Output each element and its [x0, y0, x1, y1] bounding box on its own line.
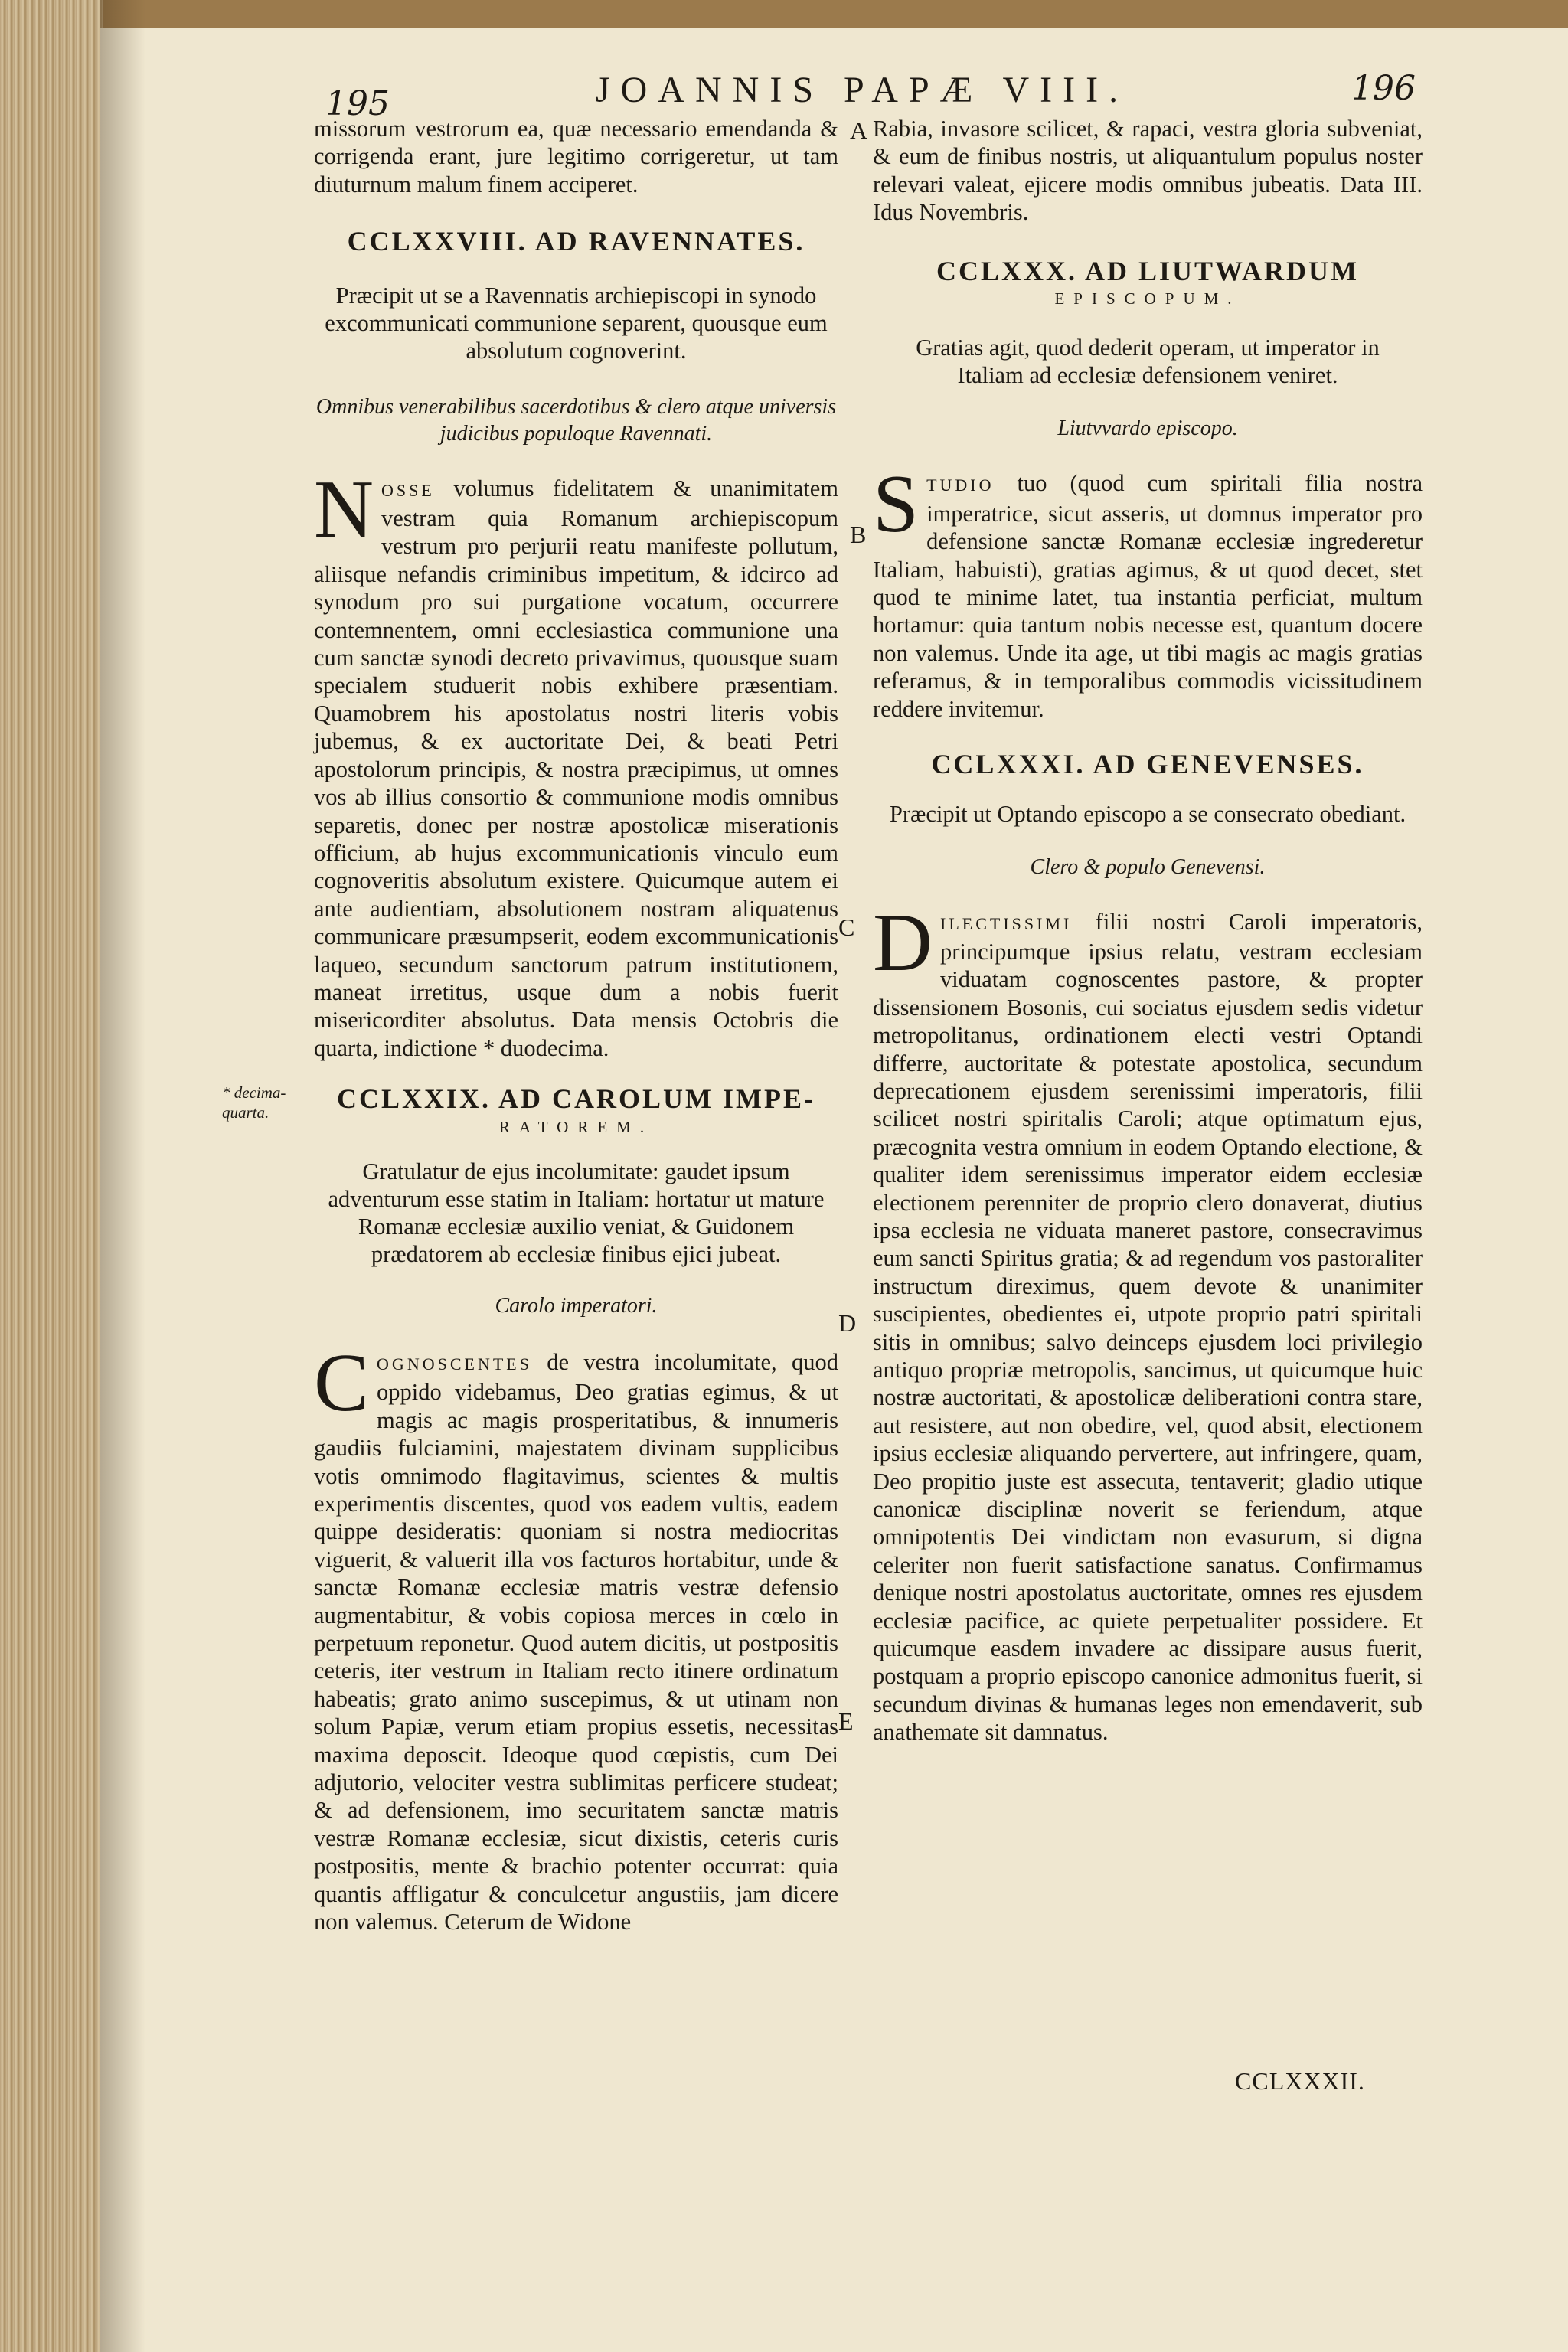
page-number-left: 195 [325, 84, 390, 123]
page-edges [0, 0, 103, 2352]
continuation-text: Rabia, invasore scilicet, & rapaci, vestra gloria subveniat, & eum de finibus nostris, ut aliquantulum populus noster relevari valeat, ejicere modis omnibus jubeatis. Data III. Idus Novembris. [873, 116, 1423, 226]
letter-279-address: Carolo imperatori. [495, 1293, 658, 1318]
letter-281-address: Clero & populo Genevensi. [1030, 854, 1266, 879]
running-title: JOANNIS PAPÆ VIII. [596, 70, 1129, 110]
margin-note-line: quarta. [222, 1103, 270, 1122]
catchword: CCLXXXII. [1235, 2067, 1365, 2095]
letter-281-text: filii nostri Caroli imperatoris, principumque ipsius relatu, vestram ecclesiam viduatam cognoscentes pastore, & propter dissensionem Bosonis, cui sociatus ejusdem sedis videtur metropolitanus, ordinationem electi vestri Optandi differre, auctoritate & potestate apostolica, secundum deprecationem ejusdem serenissimi imperatoris, filii scilicet nostri spiritalis Caroli; atque optimatum ejus, præcognita vestra omnium in eodem Optando electione, & qualiter idem serenissimus imperator eidem ecclesiæ electionem perenniter de proprio clero donaverat, diutius ipsa ecclesia ne viduata maneret pastore, consecravimus eum sancti Spiritus gratia; & ad regendum vos pastoraliter instructum direximus, quem devote & unanimiter suscipientes, obedientes ei, utpote proprio patri spiritali sitis in omnibus; salvo deinceps ejusdem loci privilegio antiquo propriæ metropolis, sancimus, ut quicumque huic nostræ auctoritati, & apostolicæ deliberationi contra stare, aut resistere, aut non obedire, vel, quod absit, electionem ipsius ecclesiæ aliquando pervertere, aut infringere, quam, Deo propitio juste est assecuta, tentaverit; gladio utique canonicæ disciplinæ noverit se feriendum, atque omnipotentis Dei vindictam non evasurum, si digna celeriter non fuerit satisfactione sanatus. Confirmamus denique nostri apostolatus auctoritate, omnes res ejusdem ecclesiæ pacifice, ac quiete perpetualiter possidere. Et quicumque easdem invadere ac dissipare ausus fuerit, postquam a proprio episcopo canonice admonitus fuerit, si secundum divinas & humanas leges non emendaverit, sub anathemate sit damnatus. [873, 908, 1423, 1746]
letter-281-summary: Præcipit ut Optando episcopo a se consecrato obediant. [889, 800, 1406, 827]
first-word: OGNOSCENTES [377, 1354, 532, 1374]
drop-cap: C [314, 1337, 370, 1429]
margin-letter-d: D [838, 1309, 857, 1337]
margin-letter-c: C [838, 913, 855, 941]
letter-279-summary: Gratulatur de ejus incolumitate: gaudet ipsum adventurum esse statim in Italiam: hortatur ut mature Romanæ ecclesiæ auxilio veniat, & Guidonem prædatorem ab ecclesiæ finibus ejici jubeat. [328, 1158, 825, 1267]
letter-281-heading: CCLXXXI. AD GENEVENSES. [931, 749, 1364, 780]
margin-note [222, 1083, 286, 1122]
letter-279-text: de vestra incolumitate, quod oppido videbamus, Deo gratias egimus, & ut magis ac magis prosperitatibus, & innumeris gaudiis fulciamini, majestatem divinam supplicibus votis omnimodo flagitavimus, scientes & multis experimentis discentes, quod vos eadem vultis, eadem quippe desideratis: quoniam si nostra mediocritas viguerit, & valuerit illa vos facturos hortabitur, unde & sanctæ Romanæ ecclesiæ matris vestræ defensio augmentabitur, & vobis copiosa merces in cœlo in perpetuum reponetur. Quod autem dicitis, ut postpositis ceteris, iter vestrum in Italiam recto itinere ordinatum habeatis; grato animo suscepimus, & ut utinam non solum Papiæ, verum etiam propius essetis, necessitas maxima deposcit. Ideoque quod cœpistis, cum Dei adjutorio, velociter vestra sublimitas perficere studeat; & ad defensionem, imo securitatem sanctæ matris vestræ Romanæ ecclesiæ, sicut dixistis, ceteris curis postpositis, mente & brachio potenter occurrat: quia quantis affligatur & conculcetur angustiis, jam dicere non valemus. Ceterum de Widone [314, 1348, 838, 1936]
first-word: ILECTISSIMI [940, 913, 1073, 933]
letter-279-heading: CCLXXIX. AD CAROLUM IMPE- [337, 1083, 815, 1115]
margin-note-line: * decima- [222, 1083, 286, 1102]
letter-280-text: tuo (quod cum spiritali filia nostra imperatrice, sicut asseris, ut domnus imperator pro defensione sanctæ Romanæ ecclesiæ ingrederetur Italiam, habuisti), gratias agimus, & ut quod decet, stet quod te minime latet, tua instantia perficiat, multum hortamur: quia tantum nobis necesse est, quantum docere non valemus. Unde ita age, ut tibi magis ac magis gratias referamus, & in temporalibus commodis vicissitudinem reddere invitemur. [873, 470, 1423, 722]
letter-280-summary: Gratias agit, quod dederit operam, ut imperator in Italiam ad ecclesiæ defensionem veniret. [916, 335, 1380, 389]
drop-cap: S [873, 459, 920, 550]
page-number-right: 196 [1351, 69, 1416, 108]
letter-281-body [873, 897, 1423, 1746]
drop-cap: N [314, 463, 374, 555]
letter-280-body [873, 459, 1423, 723]
continuation-text: missorum vestrorum ea, quæ necessario emendanda & corrigenda erant, jure legitimo corrigeretur, ut tam diuturnum malum finem acciperet. [314, 116, 838, 198]
letter-278-body [314, 463, 839, 1063]
drop-cap: D [873, 897, 933, 988]
first-word: OSSE [381, 480, 435, 500]
letter-279-body [314, 1337, 838, 1936]
gutter-shadow [100, 0, 145, 2352]
first-word: TUDIO [926, 475, 995, 495]
letter-278-heading: CCLXXVIII. AD RAVENNATES. [347, 226, 805, 257]
letter-278-summary: Præcipit ut se a Ravennatis archiepiscopi in synodo excommunicati communione separent, quousque eum absolutum cognoverint. [325, 282, 828, 364]
letter-280-address: Liutvvardo episcopo. [1057, 416, 1238, 441]
margin-letter-a: A [850, 116, 868, 144]
letter-278-address: Omnibus venerabilibus sacerdotibus & clero atque universis judicibus populoque Ravennati. [315, 394, 837, 446]
margin-letter-b: B [850, 521, 867, 548]
letter-279-heading-sub: RATOREM. [498, 1117, 654, 1136]
margin-letter-e: E [838, 1707, 854, 1735]
right-column [873, 115, 1423, 1746]
letter-280-heading-sub: EPISCOPUM. [1054, 289, 1241, 309]
letter-280-heading: CCLXXX. AD LIUTWARDUM [936, 255, 1360, 286]
left-column [314, 115, 838, 1936]
letter-278-text: volumus fidelitatem & unanimitatem vestram quia Romanum archiepiscopum vestrum pro perjurii reatu manifeste pollutum, aliisque nefandis criminibus impetitum, & idcirco ad synodum pro sui purgatione vocatum, occurrere contemnentem, omni ecclesiastica communione una cum sanctæ synodi decreto privavimus, quousque suam specialem studuerit nobis exhibere præsentiam. Quamobrem his apostolatus nostri literis vobis jubemus, & ex auctoritate Dei, & beati Petri apostolorum principis, & nostra præcipimus, ut omnes vos ab illius consortio & communione modis omnibus separetis, donec per nostræ apostolicæ miserationis officium, ab hujus excommunicationis vinculo eum cognoveritis absolutum existere. Quicumque autem ei ante audientiam, absolutionem nostram aliquatenus communicare præsumpserit, eodem excommunicationis laqueo, secundum sanctorum patrum institutionem, maneat irretitus, usque dum a nobis fuerit misericorditer absolutus. Data mensis Octobris die quarta, indictione * duodecima. [314, 475, 839, 1061]
